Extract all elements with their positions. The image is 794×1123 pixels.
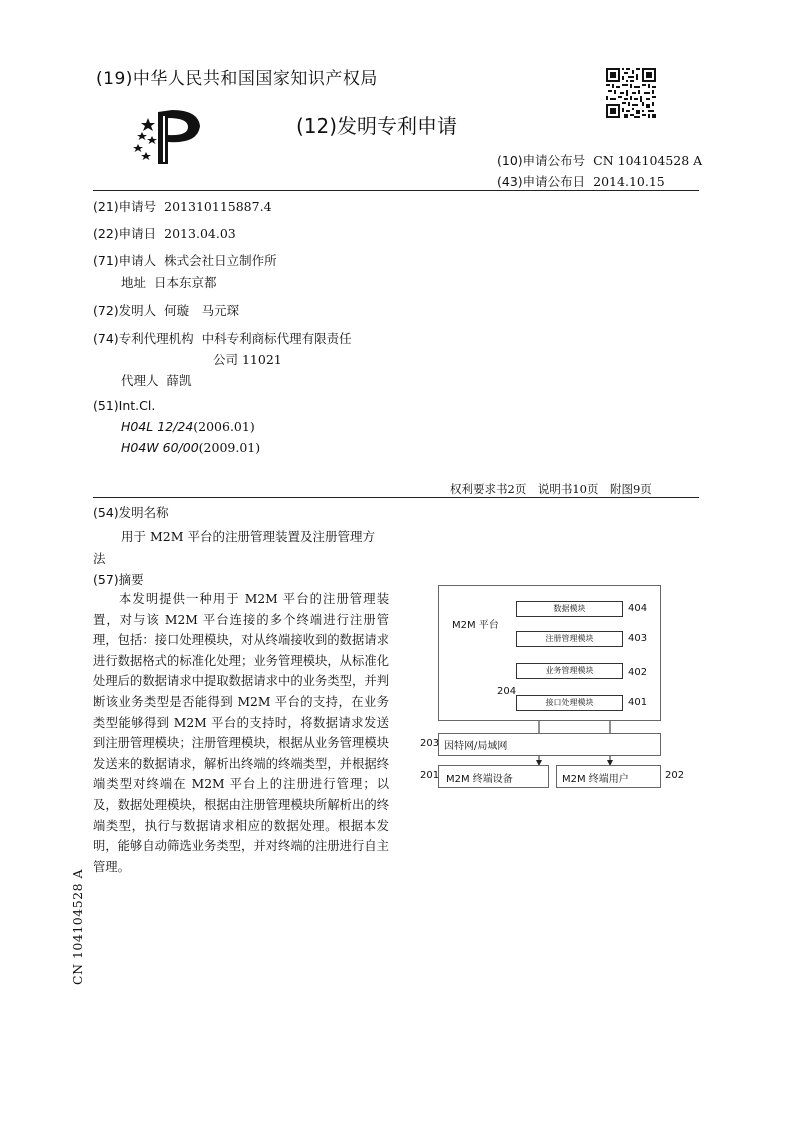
agency-row — [93, 329, 352, 347]
abstract-text: 本发明提供一种用于 M2M 平台的注册管理装置，对与该 M2M 平台连接的多个终端进行注册管理，包括：接口处理模块，对从终端接收到的数据请求进行数据格式的标准化处理；业务管理模块，从标准化处理后的数据请求中提取数据请求中的业务类型，并判断该业务类型是否能得到 M2M 平台的支持，在业务类型能够得到 M2M 平台的支持时，将数据请求发送到注册管理模块；注册管理模块，根据从业务管理模块发送来的数据请求，解析出终端的终端类型，并根据终端类型对终端在 M2M 平台上的注册进行管理；以及，数据处理模块，根据由注册管理模块所解析出的终端类型，执行与数据请求相应的数据处理。根据本发明，能够自动筛选业务类型，并对终端的注册进行自主管理。 — [93, 592, 389, 874]
business-module-box: 业务管理模块 — [516, 663, 623, 679]
pub-date-row — [497, 172, 665, 190]
agent: 薛凯 — [166, 373, 192, 388]
pub-date: 2014.10.15 — [593, 174, 665, 189]
page-counts: 权利要求书2页 说明书10页 附图9页 — [450, 482, 652, 496]
agency-label: (74)专利代理机构 — [93, 331, 194, 346]
agency-line1: 中科专利商标代理有限责任 — [201, 331, 352, 346]
cnipa-logo — [128, 106, 204, 170]
biblio-rule — [93, 497, 699, 498]
pub-number-label: (10)申请公布号 — [497, 153, 586, 168]
header-rule — [93, 190, 699, 191]
app-date: 2013.04.03 — [164, 226, 236, 241]
app-number-row — [93, 197, 272, 215]
inventors: 何璇 马元琛 — [164, 303, 240, 318]
pub-date-label: (43)申请公布日 — [497, 174, 586, 189]
invention-title-line2: 法 — [93, 551, 106, 566]
side-pub-number: CN 104104528 A — [70, 868, 85, 985]
platform-label: M2M 平台 — [452, 620, 499, 631]
module-404-num: 404 — [628, 603, 648, 614]
module-402-num: 402 — [628, 667, 648, 678]
inventor-label: (72)发明人 — [93, 303, 157, 318]
device-label: M2M 终端设备 — [446, 774, 513, 785]
app-number: 201310115887.4 — [164, 199, 272, 214]
app-date-row — [93, 224, 236, 242]
device-201-num: 201 — [420, 770, 440, 781]
address: 日本东京都 — [154, 275, 217, 290]
agency-line2: 公司 11021 — [213, 352, 282, 367]
address-row — [121, 273, 217, 291]
applicant-label: (71)申请人 — [93, 253, 157, 268]
network-label: 因特网/局域网 — [444, 741, 508, 752]
document-type: (12)发明专利申请 — [296, 114, 458, 138]
network-203-num: 203 — [420, 738, 440, 749]
abstract-label: (57)摘要 — [93, 572, 144, 587]
applicant: 株式会社日立制作所 — [164, 253, 277, 268]
intcl-1 — [121, 419, 255, 434]
app-date-label: (22)申请日 — [93, 226, 157, 241]
qr-code — [606, 68, 656, 118]
applicant-row — [93, 251, 277, 269]
inventor-row — [93, 301, 239, 319]
data-module-box: 数据模块 — [516, 601, 623, 617]
pub-number-row — [497, 151, 702, 169]
registration-module-box: 注册管理模块 — [516, 631, 623, 647]
intcl-label: (51)Int.Cl. — [93, 398, 156, 413]
pub-number: CN 104104528 A — [593, 153, 703, 168]
title-label: (54)发明名称 — [93, 505, 169, 520]
platform-204-num: 204 — [497, 686, 517, 697]
user-label: M2M 终端用户 — [562, 774, 629, 785]
intcl-2-version: (2009.01) — [198, 440, 261, 455]
agent-label: 代理人 — [121, 373, 159, 388]
address-label: 地址 — [121, 275, 147, 290]
office-name: (19)中华人民共和国国家知识产权局 — [96, 69, 378, 89]
intcl-2-code: H04W 60/00 — [121, 440, 199, 455]
app-number-label: (21)申请号 — [93, 199, 157, 214]
intcl-2 — [121, 440, 260, 455]
intcl-1-version: (2006.01) — [193, 419, 255, 434]
interface-module-box: 接口处理模块 — [516, 695, 623, 711]
intcl-1-code: H04L 12/24 — [121, 419, 194, 434]
abstract-figure — [412, 585, 696, 791]
invention-title-line1: 用于 M2M 平台的注册管理装置及注册管理方 — [121, 529, 375, 544]
agent-row — [121, 371, 192, 389]
module-403-num: 403 — [628, 633, 648, 644]
user-202-num: 202 — [665, 770, 685, 781]
module-401-num: 401 — [628, 697, 648, 708]
